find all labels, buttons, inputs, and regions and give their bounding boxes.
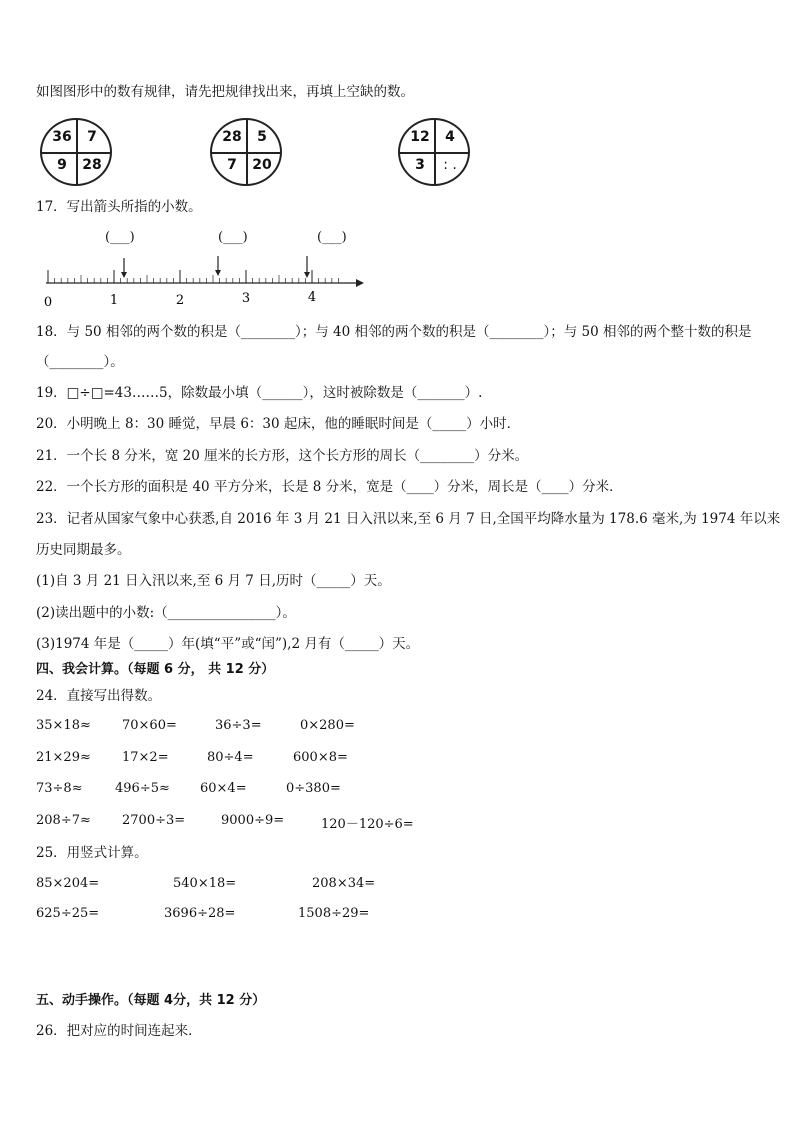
circle-number: 7 — [227, 157, 237, 173]
circle-number: 12 — [410, 129, 430, 145]
question-26: 26．把对应的时间连起来． — [36, 1023, 202, 1039]
axis-arrowhead — [356, 279, 364, 287]
calc-item: 600×8= — [293, 750, 348, 765]
calc-item: 70×60= — [122, 718, 177, 733]
calc-item: 9000÷9= — [221, 813, 285, 828]
circle-number: 7 — [87, 129, 97, 145]
question-22: 22．一个长方形的面积是 40 平方分米，长是 8 分米，宽是（____）分米，周长是（____）分米． — [36, 479, 623, 495]
calc-item: 36÷3= — [215, 718, 262, 733]
circle-number: 28 — [82, 157, 102, 173]
calc-item: 35×18≈ — [36, 718, 91, 733]
vertical-calc-item: 625÷25= — [36, 906, 100, 921]
question-23-part-2: (2)读出题中的小数:（________________）。 — [36, 605, 296, 621]
circle-number: 9 — [57, 157, 67, 173]
calc-item: 73÷8≈ — [36, 781, 83, 796]
section-heading-5: 五、动手操作。（每题 4分，共 12 分） — [36, 993, 266, 1008]
circle-number: 3 — [415, 157, 425, 173]
question-17: 17．写出箭头所指的小数。 — [36, 199, 202, 215]
question-21: 21．一个长 8 分米，宽 20 厘米的长方形，这个长方形的周长（________）分米。 — [36, 448, 529, 464]
vertical-calc-item: 85×204= — [36, 876, 100, 891]
section-heading-4: 四、我会计算。（每题 6 分， 共 12 分） — [36, 662, 275, 677]
circle-number: 4 — [445, 129, 455, 145]
circle-number: 28 — [222, 129, 242, 145]
calc-item: 2700÷3= — [122, 813, 186, 828]
pointer-arrowhead — [304, 272, 310, 278]
circle-divider — [42, 152, 110, 154]
number-circle-2 — [210, 118, 282, 186]
circle-number: 20 — [252, 157, 272, 173]
number-line — [0, 250, 380, 310]
number-circle-3 — [398, 118, 470, 186]
pointer-arrowhead — [215, 270, 221, 276]
calc-item: 0÷380= — [286, 781, 341, 796]
calc-item: 17×2= — [122, 750, 169, 765]
tick-label: 1 — [109, 293, 119, 308]
answer-blank[interactable]: (___) — [105, 230, 135, 245]
answer-blank[interactable]: (___) — [218, 230, 248, 245]
number-circle-1 — [40, 118, 112, 186]
question-23-part-3: (3)1974 年是（_____）年(填“平”或“闰”),2 月有（_____）天。 — [36, 636, 420, 652]
vertical-calc-item: 1508÷29= — [298, 906, 370, 921]
tick-label: 0 — [43, 295, 53, 310]
calc-item: 0×280= — [300, 718, 355, 733]
vertical-calc-item: 540×18= — [173, 876, 237, 891]
calc-item: 60×4= — [200, 781, 247, 796]
circle-number: 5 — [257, 129, 267, 145]
number-line-ticks — [48, 270, 338, 283]
question-20: 20．小明晚上 8：30 睡觉，早晨 6：30 起床，他的睡眠时间是（_____）小时． — [36, 416, 521, 432]
circle-divider — [400, 152, 468, 154]
tick-label: 2 — [175, 293, 185, 308]
calc-item: 208÷7≈ — [36, 813, 91, 828]
question-24: 24．直接写出得数。 — [36, 688, 162, 704]
vertical-calc-item: 3696÷28= — [164, 906, 236, 921]
pointer-arrowhead — [121, 272, 127, 278]
vertical-calc-item: 208×34= — [312, 876, 376, 891]
tick-label: 4 — [307, 290, 317, 305]
calc-item: 21×29≈ — [36, 750, 91, 765]
calc-item: 120－120÷6= — [321, 817, 414, 832]
circle-number: 36 — [52, 129, 72, 145]
answer-blank[interactable]: (___) — [317, 230, 347, 245]
tick-label: 3 — [241, 291, 251, 306]
circle-divider — [212, 152, 280, 154]
intro-text: 如图图形中的数有规律，请先把规律找出来，再填上空缺的数。 — [36, 84, 414, 100]
circle-blank-marks: : . — [443, 157, 457, 173]
calc-item: 80÷4= — [207, 750, 254, 765]
question-18: 18．与 50 相邻的两个数的积是（________）；与 40 相邻的两个数的积是（________）；与 50 相邻的两个整十数的积是 — [36, 324, 752, 340]
question-19: 19．□÷□=43……5，除数最小填（______），这时被除数是（_______）. — [36, 385, 483, 401]
calc-item: 496÷5≈ — [115, 781, 170, 796]
question-23: 23．记者从国家气象中心获悉,自 2016 年 3 月 21 日入汛以来,至 6 月 7 日,全国平均降水量为 178.6 毫米,为 1974 年以来 — [36, 511, 781, 527]
question-23-cont: 历史同期最多。 — [36, 542, 131, 558]
question-25: 25．用竖式计算。 — [36, 845, 148, 861]
question-23-part-1: (1)自 3 月 21 日入汛以来,至 6 月 7 日,历时（_____）天。 — [36, 573, 391, 589]
question-18-cont: （________）。 — [36, 354, 124, 370]
